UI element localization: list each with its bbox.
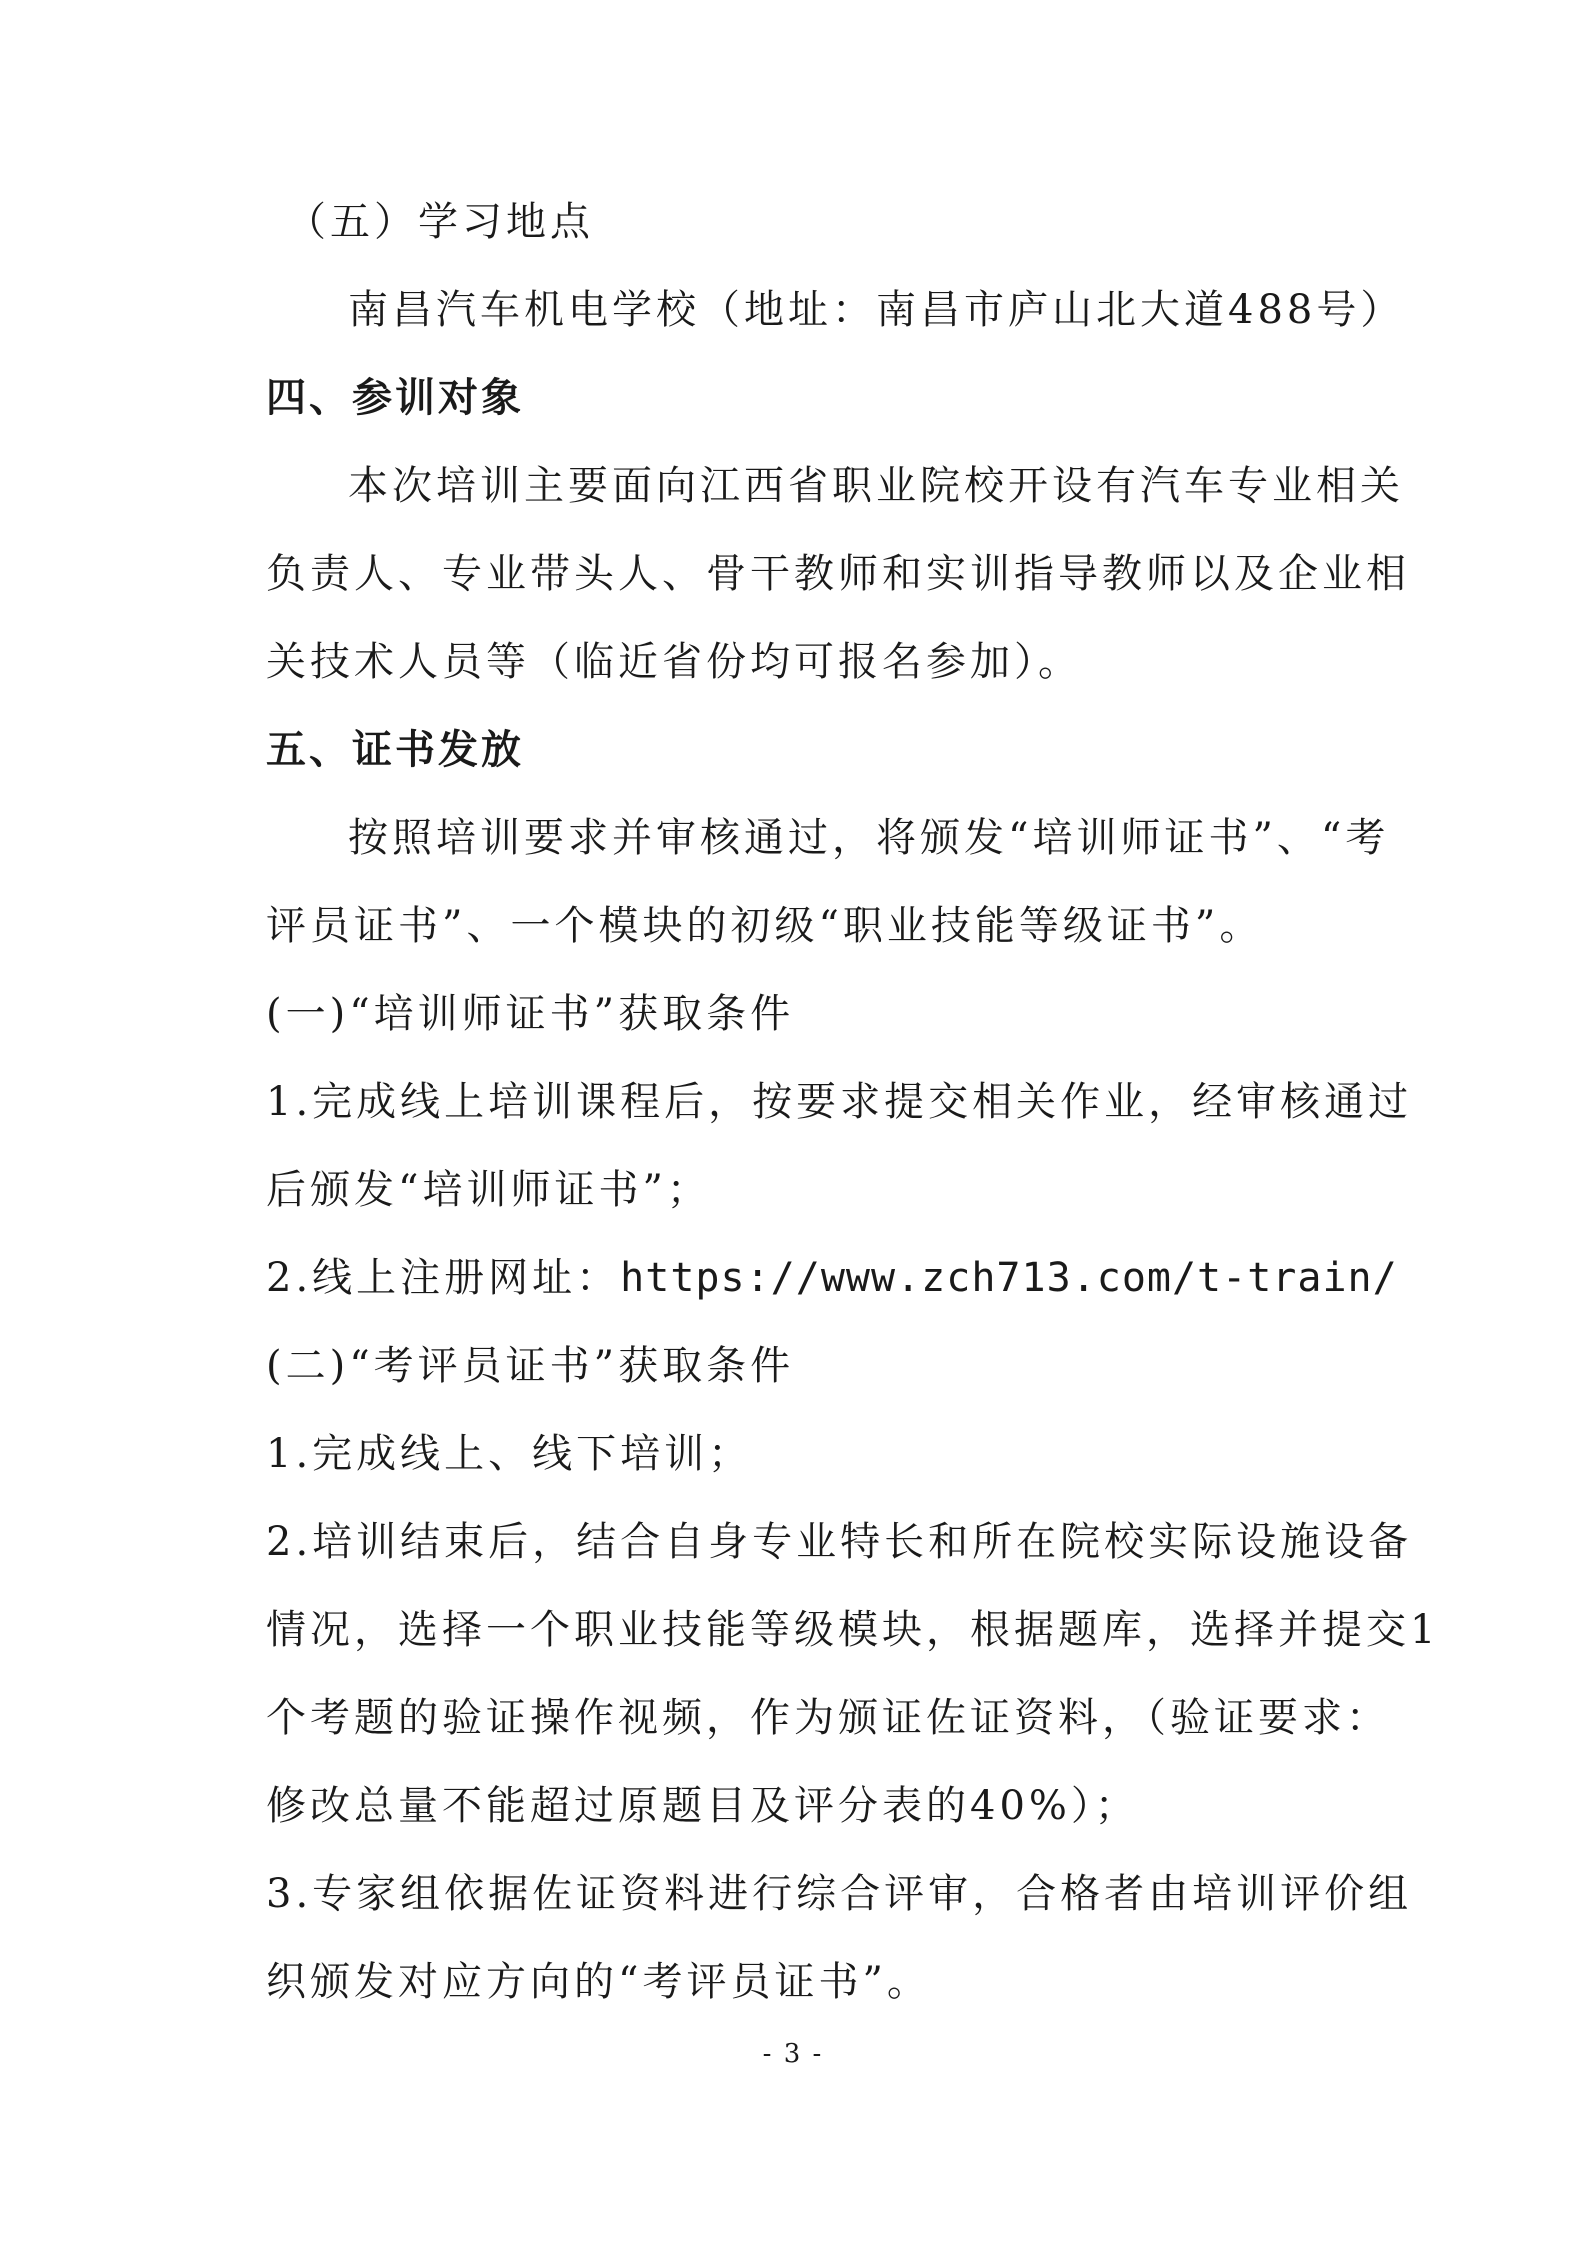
- certificate-text-line-1: 按照培训要求并审核通过，将颁发“培训师证书”、“考: [348, 815, 1390, 861]
- trainer-cert-item-1: 1.完成线上培训课程后，按要求提交相关作业，经审核通过: [266, 1079, 1413, 1125]
- assessor-cert-item-2: 2.培训结束后，结合自身专业特长和所在院校实际设施设备: [266, 1519, 1413, 1565]
- page-number: - 3 -: [762, 2039, 824, 2069]
- trainer-cert-item-2: [266, 1254, 1398, 1302]
- study-location-text: 南昌汽车机电学校（地址：南昌市庐山北大道488号）: [348, 287, 1405, 333]
- assessor-cert-item-3-cont: 织颁发对应方向的“考评员证书”。: [266, 1959, 931, 2005]
- participants-text-line-2: 负责人、专业带头人、骨干教师和实训指导教师以及企业相: [266, 551, 1410, 597]
- participants-text-line-1: 本次培训主要面向江西省职业院校开设有汽车专业相关: [348, 463, 1404, 509]
- assessor-cert-item-1: 1.完成线上、线下培训；: [266, 1431, 753, 1477]
- study-location-heading: （五）学习地点: [286, 199, 594, 245]
- registration-url-link[interactable]: https://www.zch713.com/t-train/: [620, 1255, 1398, 1301]
- assessor-cert-heading: (二)“考评员证书”获取条件: [266, 1343, 795, 1389]
- assessor-cert-item-2-cont-2: 个考题的验证操作视频，作为颁证佐证资料，（验证要求：: [266, 1695, 1390, 1741]
- certificate-heading: 五、证书发放: [266, 727, 524, 773]
- assessor-cert-item-2-cont-3: 修改总量不能超过原题目及评分表的40%）；: [266, 1783, 1139, 1829]
- assessor-cert-item-2-cont-1: 情况，选择一个职业技能等级模块，根据题库，选择并提交1: [266, 1607, 1440, 1653]
- trainer-cert-item-1-cont: 后颁发“培训师证书”；: [266, 1167, 711, 1213]
- registration-label: 2.线上注册网址：: [266, 1255, 621, 1301]
- participants-text-line-3: 关技术人员等（临近省份均可报名参加）。: [266, 639, 1082, 685]
- participants-heading: 四、参训对象: [266, 375, 524, 421]
- trainer-cert-heading: (一)“培训师证书”获取条件: [266, 991, 795, 1037]
- assessor-cert-item-3: 3.专家组依据佐证资料进行综合评审，合格者由培训评价组: [266, 1871, 1413, 1917]
- certificate-text-line-2: 评员证书”、一个模块的初级“职业技能等级证书”。: [266, 903, 1264, 949]
